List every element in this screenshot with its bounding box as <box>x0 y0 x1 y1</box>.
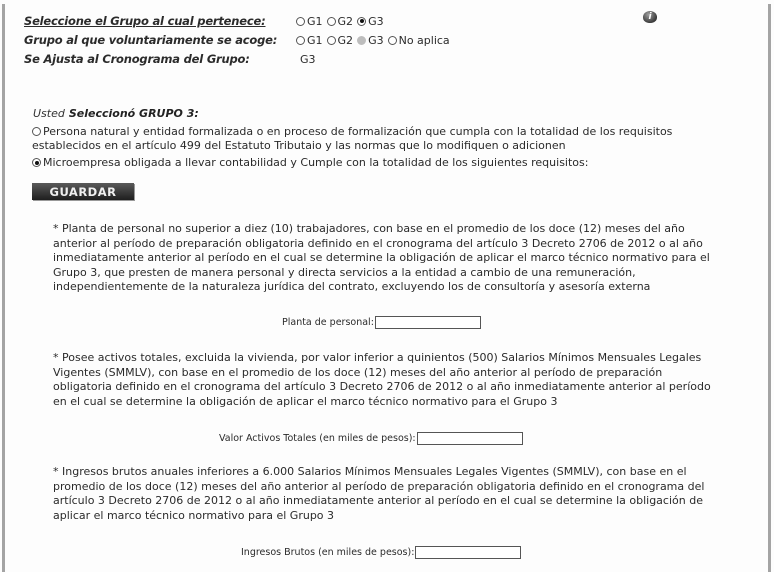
radio-g3[interactable] <box>357 17 366 26</box>
schedule-row <box>24 50 316 68</box>
activos-field-row <box>219 432 523 445</box>
radio-no-aplica[interactable] <box>388 36 397 45</box>
group-radio-group <box>296 15 388 28</box>
radio-label: No aplica <box>398 33 450 47</box>
requirement-ingresos: * Ingresos brutos anuales inferiores a 6.000 Salarios Mínimos Mensuales Legales Vigentes (SMMLV), con base en el promedio de los doce (12) meses del año anterior al período de preparación obligatoria definido en el cronograma del artículo 3 Decreto 2706 de 2012 o al año inmediatamente anterior al período en el cual se determine la obligación de aplicar el marco técnico normativo para el Grupo 3 <box>53 465 705 522</box>
schedule-value: G3 <box>300 52 316 66</box>
group-selection-row <box>24 12 388 30</box>
requirement-personal: * Planta de personal no superior a diez (10) trabajadores, con base en el promedio de los doce (12) meses del año anterior al período de preparación obligatoria definido en el cronograma del artículo 3 Decreto 2706 de 2012 o al año inmediatamente anterior al período en el cual se determine la obligación de aplicar el marco técnico normativo para el Grupo 3, que presten de manera personal y directa servicios a la entidad a cambio de una remuneración, independientemente de la naturaleza jurídica del contrato, excluyendo los de consultoría y asesoría externa <box>53 222 710 293</box>
selected-group-prefix: Usted <box>33 107 65 120</box>
radio-g2[interactable] <box>327 17 336 26</box>
group-option-g2[interactable] <box>327 15 354 28</box>
group-option-g1[interactable] <box>296 15 323 28</box>
radio-label: G3 <box>368 33 384 47</box>
radio-label: G1 <box>307 33 323 47</box>
voluntary-option-no-aplica[interactable] <box>388 34 450 47</box>
save-button[interactable]: GUARDAR <box>32 183 134 200</box>
radio-persona-natural[interactable] <box>32 127 41 136</box>
ingresos-field-label: Ingresos Brutos (en miles de pesos): <box>241 547 415 558</box>
radio-label: G2 <box>337 14 354 28</box>
voluntary-option-g2[interactable] <box>327 34 354 47</box>
option-persona-natural[interactable] <box>32 125 732 153</box>
radio-microempresa[interactable] <box>32 158 41 167</box>
radio-label: G2 <box>337 33 354 47</box>
ingresos-input[interactable] <box>415 546 521 559</box>
group-selection-label: Seleccione el Grupo al cual pertenece: <box>24 14 266 28</box>
option-label: Microempresa obligada a llevar contabilidad y Cumple con la totalidad de los siguientes requisitos: <box>43 156 589 169</box>
radio-g1[interactable] <box>296 17 305 26</box>
voluntary-group-label: Grupo al que voluntariamente se acoge: <box>24 33 278 47</box>
radio-g2[interactable] <box>327 36 336 45</box>
personal-field-label: Planta de personal: <box>282 317 374 328</box>
voluntary-radio-group <box>296 34 454 47</box>
radio-label: G3 <box>368 14 384 28</box>
selected-group-title: Seleccionó GRUPO 3: <box>68 107 199 120</box>
radio-g1[interactable] <box>296 36 305 45</box>
personal-field-row <box>282 316 481 329</box>
ingresos-field-row <box>241 546 521 559</box>
voluntary-option-g3 <box>357 34 384 47</box>
info-icon[interactable]: i <box>643 11 657 23</box>
group-option-g3[interactable] <box>357 15 384 28</box>
schedule-label: Se Ajusta al Cronograma del Grupo: <box>24 52 250 66</box>
voluntary-option-g1[interactable] <box>296 34 323 47</box>
personal-input[interactable] <box>375 316 481 329</box>
activos-input[interactable] <box>417 432 523 445</box>
selected-group-heading <box>33 107 199 120</box>
voluntary-group-row <box>24 31 454 49</box>
option-label: Persona natural y entidad formalizada o en proceso de formalización que cumpla con la totalidad de los requisitos establecidos en el artículo 499 del Estatuto Tributaio y las normas que lo modifiquen o adicionen <box>32 125 673 152</box>
activos-field-label: Valor Activos Totales (en miles de pesos): <box>219 433 416 444</box>
radio-g3-disabled <box>357 36 366 45</box>
radio-label: G1 <box>307 14 323 28</box>
requirement-activos: * Posee activos totales, excluida la vivienda, por valor inferior a quinientos (500) Salarios Mínimos Mensuales Legales Vigentes (SMMLV), con base en el promedio de los doce (12) meses del año anterior al período de preparación obligatoria definido en el cronograma del artículo 3 Decreto 2706 de 2012 o al año inmediatamente anterior al período en el cual se determine la obligación de aplicar el marco técnico normativo para el Grupo 3 <box>53 351 711 408</box>
option-microempresa[interactable] <box>32 156 732 170</box>
